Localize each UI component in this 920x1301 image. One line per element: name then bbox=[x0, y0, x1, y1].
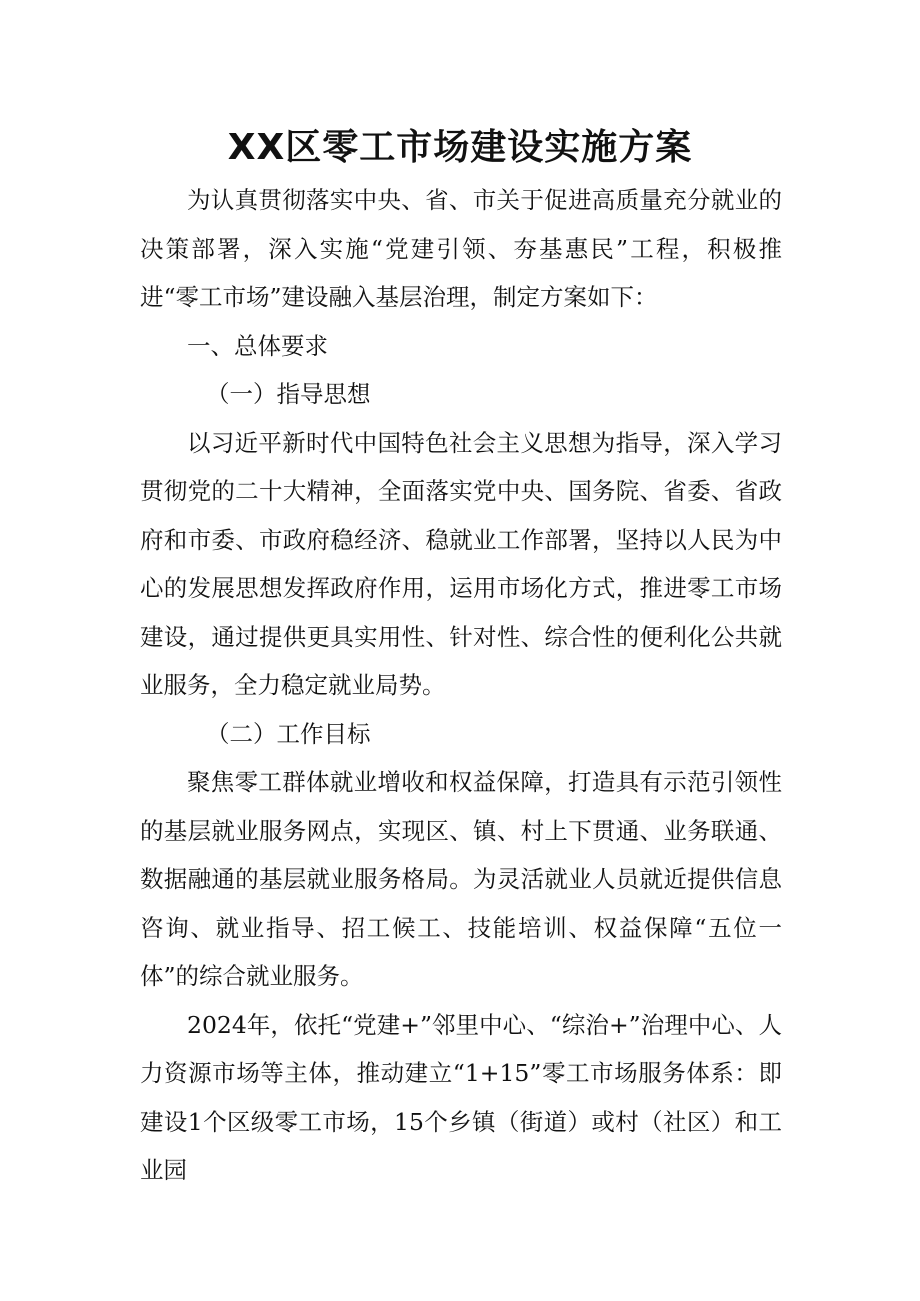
document-body bbox=[140, 176, 782, 1195]
guiding-ideology-paragraph: 以习近平新时代中国特色社会主义思想为指导，深入学习贯彻党的二十大精神，全面落实党中央、国务院、省委、省政府和市委、市政府稳经济、稳就业工作部署，坚持以人民为中心的发展思想发挥政府作用，运用市场化方式，推进零工市场建设，通过提供更具实用性、针对性、综合性的便利化公共就业服务，全力稳定就业局势。 bbox=[140, 428, 782, 699]
document-title: XX区零工市场建设实施方案 bbox=[227, 127, 693, 168]
section-heading-general-requirements: 一、总体要求 bbox=[187, 331, 328, 360]
work-goals-paragraph: 聚焦零工群体就业增收和权益保障，打造具有示范引领性的基层就业服务网点，实现区、镇、村上下贯通、业务联通、数据融通的基层就业服务格局。为灵活就业人员就近提供信息咨询、就业指导、招工候工、技能培训、权益保障“五位一体”的综合就业服务。 bbox=[140, 768, 782, 990]
subsection-heading-work-goals: （二）工作目标 bbox=[206, 719, 371, 748]
year-2024-paragraph: 2024年，依托“党建+”邻里中心、“综治+”治理中心、人力资源市场等主体，推动建立“1+15”零工市场服务体系：即建设1个区级零工市场，15个乡镇（街道）或村（社区）和工业园 bbox=[140, 1010, 782, 1184]
subsection-heading-guiding-ideology: （一）指导思想 bbox=[206, 380, 371, 408]
intro-paragraph: 为认真贯彻落实中央、省、市关于促进高质量充分就业的决策部署，深入实施“党建引领、夯基惠民”工程，积极推进“零工市场”建设融入基层治理，制定方案如下： bbox=[140, 186, 782, 311]
